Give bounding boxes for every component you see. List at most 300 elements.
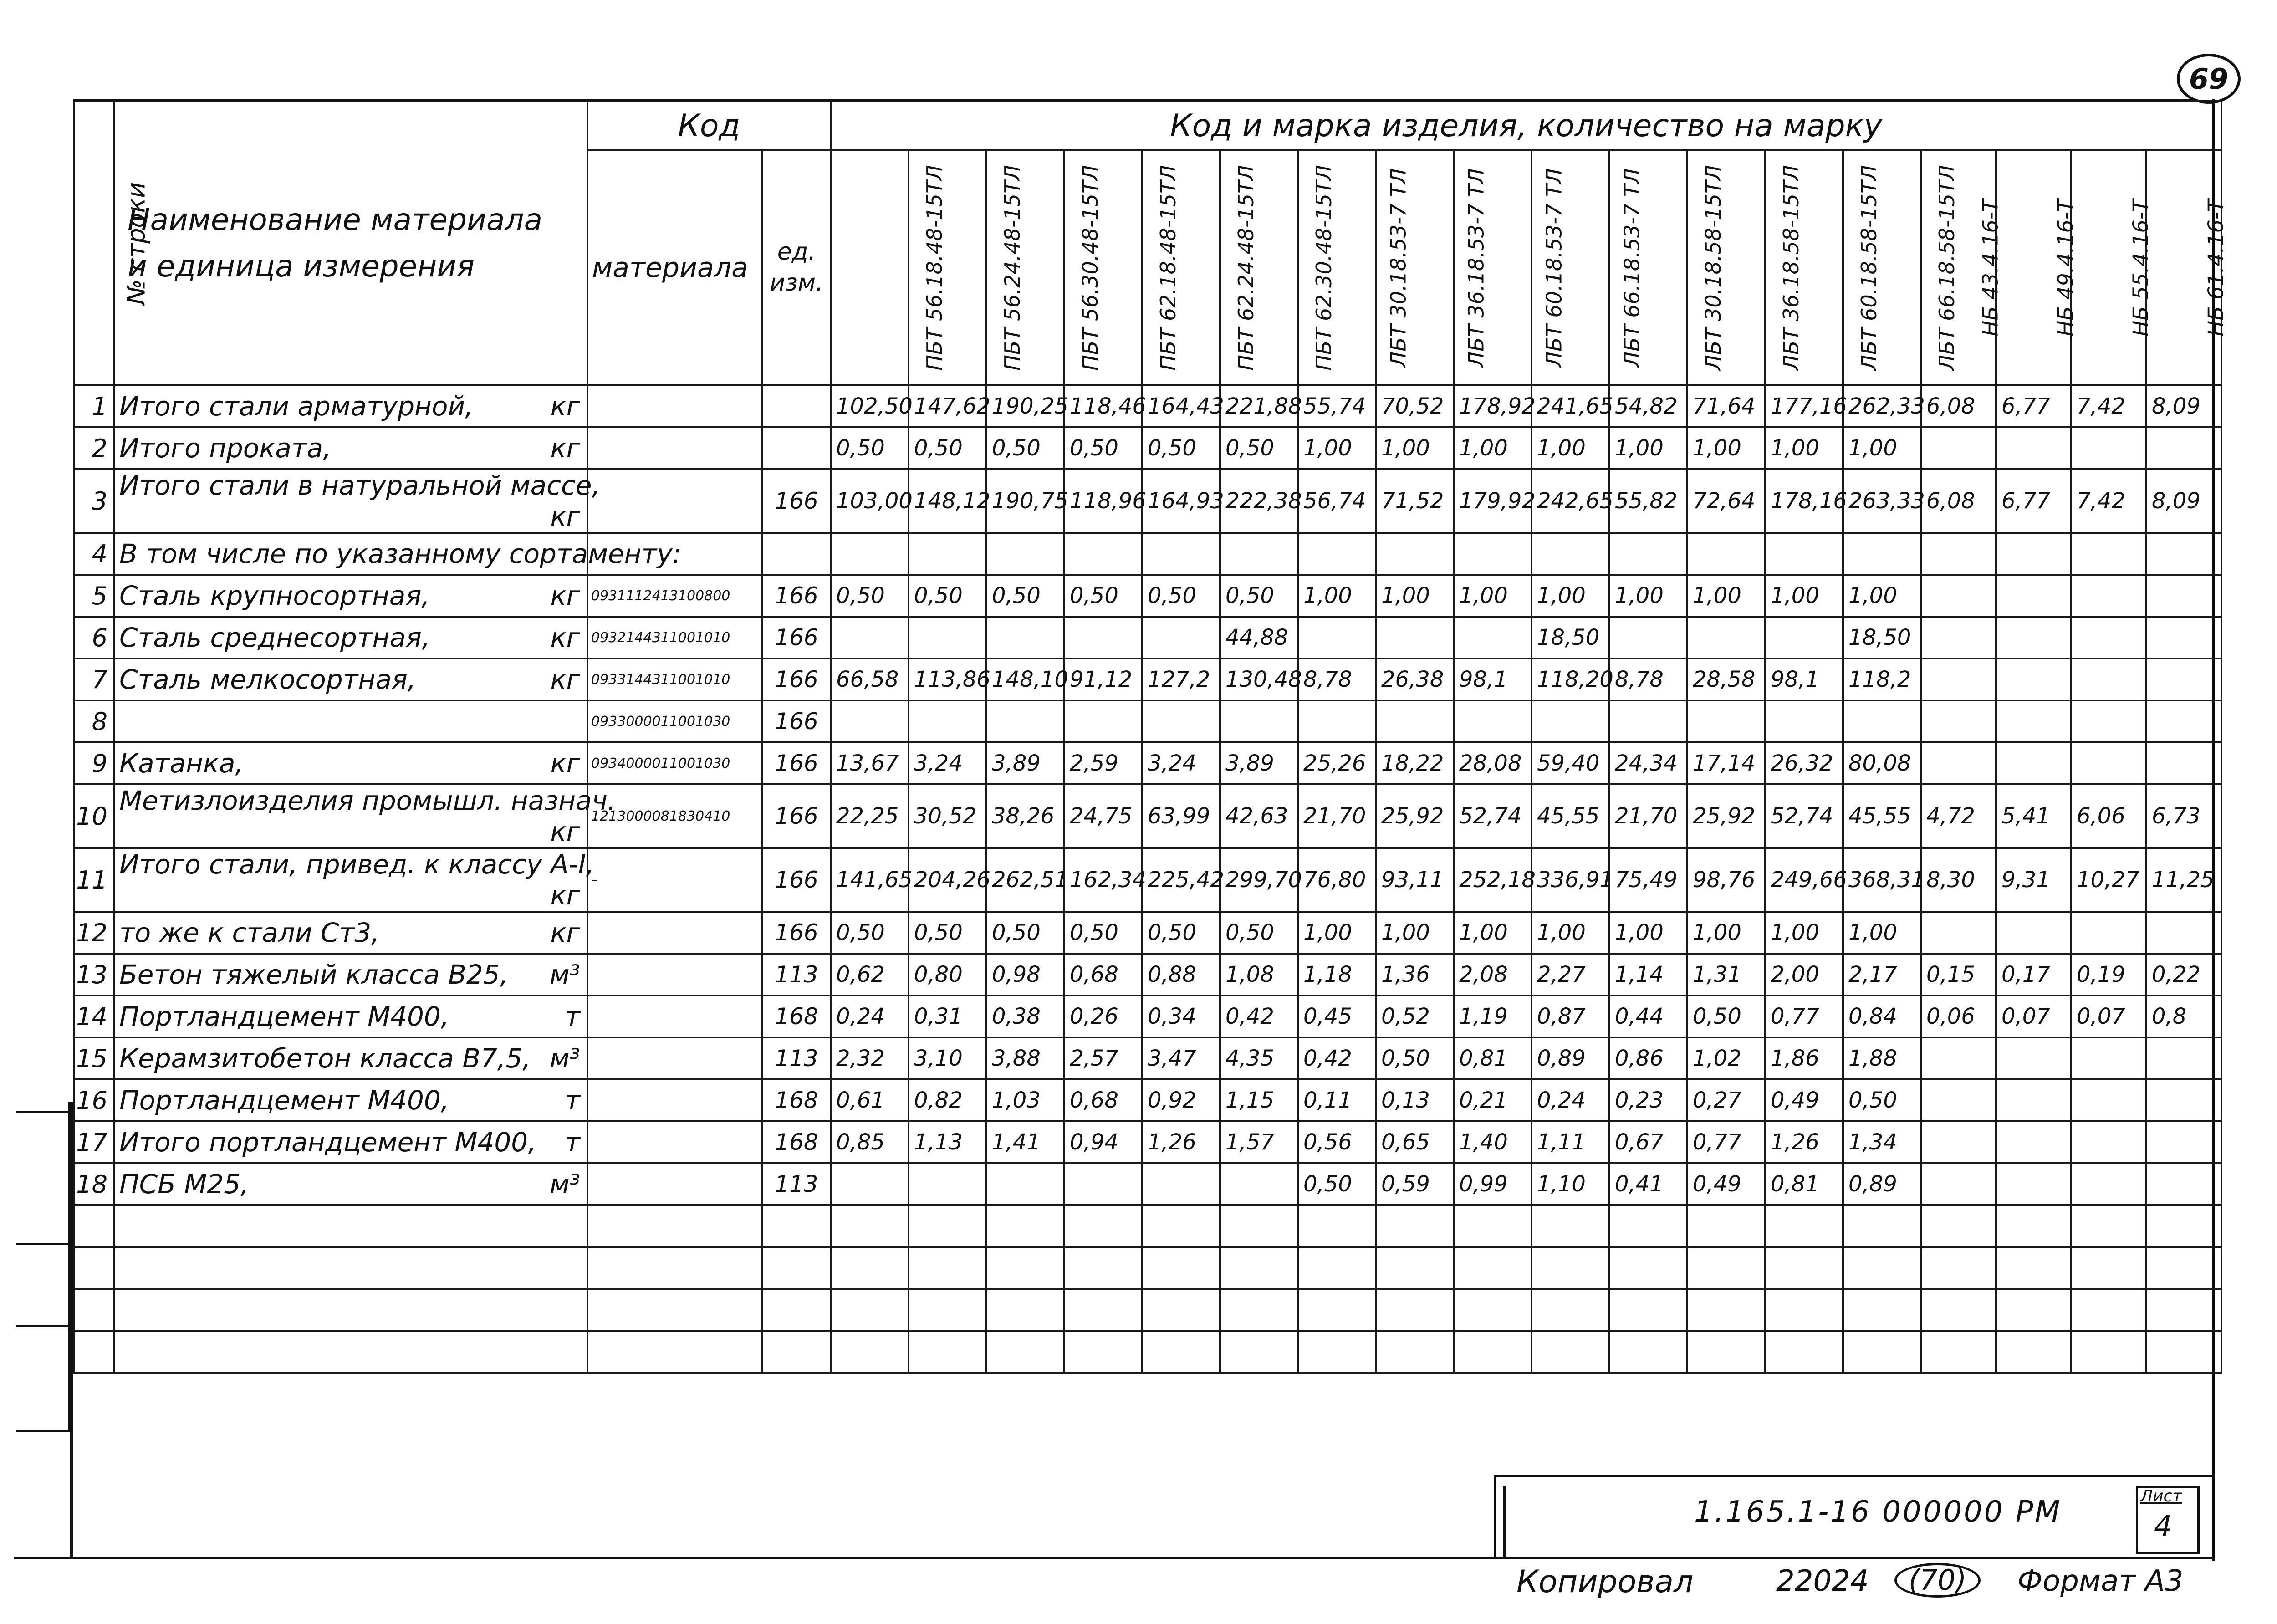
row-number: 8 [74, 700, 114, 742]
material-unit: т [565, 1001, 580, 1032]
material-code [587, 1079, 762, 1121]
empty-cell [1220, 1247, 1298, 1289]
quantity-cell: 0,06 [1921, 996, 1996, 1037]
quantity-cell: 1,00 [1609, 427, 1687, 469]
material-code [587, 1037, 762, 1079]
quantity-cell: 0,50 [1142, 575, 1220, 617]
material-name: Бетон тяжелый класса В25, [119, 959, 509, 990]
material-code [587, 385, 762, 427]
quantity-cell: 0,50 [1064, 427, 1142, 469]
quantity-cell: 52,74 [1454, 784, 1532, 848]
quantity-cell: 179,92 [1454, 469, 1532, 533]
empty-cell [831, 1331, 909, 1373]
unit-code: 166 [762, 848, 831, 912]
quantity-cell: 1,11 [1532, 1121, 1609, 1163]
empty-cell [114, 1331, 587, 1373]
material-name-cell [114, 848, 594, 912]
material-name-cell [114, 659, 587, 700]
material-code: 0932144311001010 [587, 617, 762, 659]
quantity-cell [986, 700, 1064, 742]
quantity-cell [2071, 617, 2146, 659]
quantity-cell: 55,82 [1609, 469, 1687, 533]
quantity-cell [1921, 1121, 1996, 1163]
quantity-cell [1843, 700, 1921, 742]
quantity-cell: 98,1 [1454, 659, 1532, 700]
empty-cell [587, 1247, 762, 1289]
copy-number: 22024 [1776, 1564, 1869, 1598]
empty-cell [986, 1247, 1064, 1289]
quantity-cell: 0,89 [1843, 1163, 1921, 1205]
material-code: 1213000081830410 [587, 784, 762, 848]
quantity-cell: 118,46 [1064, 385, 1142, 427]
unit-code: 166 [762, 742, 831, 784]
quantity-cell [1765, 617, 1843, 659]
material-name-cell [114, 533, 682, 575]
empty-cell [1687, 1331, 1765, 1373]
quantity-cell: 190,75 [986, 469, 1064, 533]
empty-cell [1921, 1331, 1996, 1373]
quantity-cell: 63,99 [1142, 784, 1220, 848]
quantity-cell: 2,08 [1454, 954, 1532, 996]
empty-cell [114, 1205, 587, 1247]
quantity-cell: 0,50 [1064, 575, 1142, 617]
empty-cell [74, 1247, 114, 1289]
quantity-cell [1687, 617, 1765, 659]
material-code: 0933144311001010 [587, 659, 762, 700]
quantity-cell: 4,35 [1220, 1037, 1298, 1079]
quantity-cell: 103,00 [831, 469, 909, 533]
quantity-cell: 0,80 [909, 954, 986, 996]
empty-cell [2146, 1289, 2221, 1331]
quantity-cell [1142, 700, 1220, 742]
quantity-cell: 225,42 [1142, 848, 1220, 912]
empty-cell [1843, 1247, 1921, 1289]
quantity-cell: 1,34 [1843, 1121, 1921, 1163]
empty-cell [1532, 1289, 1609, 1331]
quantity-cell: 25,26 [1298, 742, 1376, 784]
quantity-cell [1921, 533, 1996, 575]
header-mark-label: НБ 49.4.16-Т [2053, 199, 2078, 337]
quantity-cell: 3,24 [1142, 742, 1220, 784]
quantity-cell [1298, 617, 1376, 659]
quantity-cell: 11,25 [2146, 848, 2221, 912]
quantity-cell: 336,91 [1532, 848, 1609, 912]
table-row [74, 469, 2221, 533]
unit-code: 168 [762, 996, 831, 1037]
quantity-cell [1765, 533, 1843, 575]
quantity-cell: 21,70 [1298, 784, 1376, 848]
empty-cell [1064, 1247, 1142, 1289]
quantity-cell: 1,00 [1454, 912, 1532, 954]
quantity-cell [1376, 533, 1454, 575]
unit-code: 166 [762, 469, 831, 533]
quantity-cell: 0,67 [1609, 1121, 1687, 1163]
header-material-code: материала [587, 150, 762, 385]
header-mark [831, 150, 947, 385]
empty-cell [1843, 1289, 1921, 1331]
material-unit: кг [550, 748, 580, 779]
quantity-cell [831, 617, 909, 659]
quantity-cell: 1,00 [1687, 575, 1765, 617]
empty-cell [1609, 1205, 1687, 1247]
quantity-cell: 1,88 [1843, 1037, 1921, 1079]
table-row [74, 1163, 2221, 1205]
quantity-cell [2146, 1121, 2221, 1163]
unit-code: 166 [762, 575, 831, 617]
quantity-cell [2071, 1121, 2146, 1163]
quantity-cell: 0,94 [1064, 1121, 1142, 1163]
header-mark [986, 150, 1103, 385]
quantity-cell: 0,42 [1298, 1037, 1376, 1079]
quantity-cell [2071, 912, 2146, 954]
quantity-cell [1996, 912, 2071, 954]
quantity-cell [1765, 700, 1843, 742]
quantity-cell: 9,31 [1996, 848, 2071, 912]
empty-cell [1609, 1289, 1687, 1331]
empty-cell [2071, 1289, 2146, 1331]
binding-tick [16, 1430, 73, 1432]
table-row [74, 848, 2221, 912]
quantity-cell: 2,00 [1765, 954, 1843, 996]
material-name: Сталь среднесортная, [119, 622, 430, 653]
header-mark-label: ЛБТ 30.18.58-15ТЛ [1700, 165, 1726, 371]
quantity-cell: 1,15 [1220, 1079, 1298, 1121]
quantity-cell: 3,24 [909, 742, 986, 784]
quantity-cell: 1,00 [1298, 912, 1376, 954]
material-unit: м³ [549, 1169, 580, 1200]
quantity-cell: 3,10 [909, 1037, 986, 1079]
table-row [74, 533, 2221, 575]
empty-cell [587, 1331, 762, 1373]
empty-cell [909, 1331, 986, 1373]
quantity-cell [831, 700, 909, 742]
empty-cell [1376, 1289, 1454, 1331]
material-unit: м³ [549, 1043, 580, 1074]
quantity-cell: 1,00 [1376, 575, 1454, 617]
quantity-cell [2146, 1037, 2221, 1079]
unit-code: 113 [762, 1037, 831, 1079]
quantity-cell: 75,49 [1609, 848, 1687, 912]
material-name: Сталь мелкосортная, [119, 664, 416, 695]
quantity-cell [1921, 1163, 1996, 1205]
quantity-cell: 299,70 [1220, 848, 1298, 912]
quantity-cell [1996, 1121, 2071, 1163]
quantity-cell [2071, 575, 2146, 617]
empty-cell [986, 1205, 1064, 1247]
empty-cell [1298, 1289, 1376, 1331]
table-row [74, 575, 2221, 617]
quantity-cell: 148,12 [909, 469, 986, 533]
quantity-cell [2071, 1163, 2146, 1205]
material-name: Катанка, [119, 748, 244, 779]
quantity-cell: 1,18 [1298, 954, 1376, 996]
quantity-cell: 7,42 [2071, 469, 2146, 533]
quantity-cell [986, 533, 1064, 575]
quantity-cell [2146, 427, 2221, 469]
empty-row [74, 1205, 2221, 1247]
quantity-cell: 38,26 [986, 784, 1064, 848]
empty-cell [1298, 1205, 1376, 1247]
quantity-cell [1921, 617, 1996, 659]
quantity-cell: 1,08 [1220, 954, 1298, 996]
quantity-cell: 0,99 [1454, 1163, 1532, 1205]
quantity-cell: 3,88 [986, 1037, 1064, 1079]
header-mark-label: ПБТ 56.30.48-15ТЛ [1077, 165, 1103, 371]
quantity-cell: 0,65 [1376, 1121, 1454, 1163]
empty-cell [1454, 1205, 1532, 1247]
material-name: В том числе по указанному сортаменту: [119, 538, 682, 569]
quantity-cell: 6,77 [1996, 385, 2071, 427]
quantity-cell [1996, 659, 2071, 700]
quantity-cell [2146, 700, 2221, 742]
quantity-cell: 0,50 [1064, 912, 1142, 954]
table-row [74, 385, 2221, 427]
quantity-cell: 70,52 [1376, 385, 1454, 427]
quantity-cell: 30,52 [909, 784, 986, 848]
material-name-cell [114, 469, 601, 533]
row-number: 9 [74, 742, 114, 784]
quantity-cell [1921, 659, 1996, 700]
quantity-cell: 190,25 [986, 385, 1064, 427]
copied-by-label: Копировал [1516, 1564, 1694, 1600]
table-row [74, 912, 2221, 954]
quantity-cell: 42,63 [1220, 784, 1298, 848]
empty-cell [114, 1247, 587, 1289]
quantity-cell [1454, 533, 1532, 575]
header-mark-label: ЛБТ 36.18.58-15ТЛ [1778, 165, 1803, 371]
empty-cell [1142, 1205, 1220, 1247]
unit-code [762, 427, 831, 469]
empty-cell [909, 1205, 986, 1247]
quantity-cell [1532, 533, 1609, 575]
quantity-cell: 0,07 [2071, 996, 2146, 1037]
quantity-cell: 10,27 [2071, 848, 2146, 912]
quantity-cell: 91,12 [1064, 659, 1142, 700]
empty-row [74, 1247, 2221, 1289]
quantity-cell: 1,26 [1765, 1121, 1843, 1163]
empty-cell [1064, 1331, 1142, 1373]
quantity-cell: 0,61 [831, 1079, 909, 1121]
header-mark-label: ПБТ 62.24.48-15ТЛ [1233, 165, 1258, 371]
empty-cell [1454, 1247, 1532, 1289]
empty-cell [74, 1205, 114, 1247]
title-block-divider [1503, 1486, 1506, 1557]
row-number: 10 [74, 784, 114, 848]
quantity-cell: 0,26 [1064, 996, 1142, 1037]
empty-cell [1843, 1331, 1921, 1373]
header-row-number: № строки [74, 101, 114, 385]
header-mark-label: ПБТ 62.18.48-15ТЛ [1155, 165, 1180, 371]
quantity-cell: 0,45 [1298, 996, 1376, 1037]
table-row [74, 1079, 2221, 1121]
quantity-cell: 26,38 [1376, 659, 1454, 700]
quantity-cell: 0,50 [909, 427, 986, 469]
quantity-cell: 0,24 [1532, 1079, 1609, 1121]
quantity-cell: 0,84 [1843, 996, 1921, 1037]
quantity-cell: 241,65 [1532, 385, 1609, 427]
quantity-cell [1921, 1079, 1996, 1121]
material-name: Керамзитобетон класса В7,5, [119, 1043, 531, 1074]
quantity-cell: 76,80 [1298, 848, 1376, 912]
quantity-cell: 0,50 [1142, 912, 1220, 954]
quantity-cell: 71,64 [1687, 385, 1765, 427]
quantity-cell [1996, 617, 2071, 659]
quantity-cell: 5,41 [1996, 784, 2071, 848]
quantity-cell: 0,50 [1843, 1079, 1921, 1121]
empty-cell [1454, 1289, 1532, 1331]
empty-cell [1220, 1331, 1298, 1373]
quantity-cell [909, 1163, 986, 1205]
quantity-cell: 1,00 [1298, 427, 1376, 469]
quantity-cell: 1,00 [1765, 912, 1843, 954]
empty-cell [1064, 1205, 1142, 1247]
quantity-cell: 102,50 [831, 385, 909, 427]
quantity-cell: 1,02 [1687, 1037, 1765, 1079]
header-mark-label: ЛБТ 66.18.58-15ТЛ [1934, 165, 1959, 371]
material-name-cell [114, 912, 587, 954]
header-mark-label: ЛБТ 60.18.58-15ТЛ [1856, 165, 1881, 371]
quantity-cell: 0,50 [1142, 427, 1220, 469]
material-unit: кг [550, 391, 580, 422]
quantity-cell: 54,82 [1609, 385, 1687, 427]
empty-cell [1142, 1247, 1220, 1289]
quantity-cell: 0,50 [909, 575, 986, 617]
quantity-cell: 0,19 [2071, 954, 2146, 996]
binding-tick [16, 1325, 73, 1327]
quantity-cell: 0,50 [1687, 996, 1765, 1037]
empty-cell [1532, 1331, 1609, 1373]
empty-cell [1064, 1289, 1142, 1331]
quantity-cell [986, 1163, 1064, 1205]
quantity-cell: 0,88 [1142, 954, 1220, 996]
material-code: 0933000011001030 [587, 700, 762, 742]
empty-cell [831, 1247, 909, 1289]
quantity-cell: 1,00 [1843, 912, 1921, 954]
row-number: 15 [74, 1037, 114, 1079]
quantity-cell [831, 1163, 909, 1205]
quantity-cell [1921, 1037, 1996, 1079]
quantity-cell: 0,50 [1220, 575, 1298, 617]
quantity-cell: 0,77 [1765, 996, 1843, 1037]
quantity-cell [2071, 1079, 2146, 1121]
material-name-cell [114, 954, 587, 996]
quantity-cell: 0,34 [1142, 996, 1220, 1037]
quantity-cell: 263,33 [1843, 469, 1921, 533]
empty-cell [1996, 1331, 2071, 1373]
quantity-cell: 1,31 [1687, 954, 1765, 996]
quantity-cell [1843, 533, 1921, 575]
unit-code: 113 [762, 1163, 831, 1205]
header-mark-label: ЛБТ 36.18.53-7 ТЛ [1464, 168, 1489, 368]
unit-code [762, 533, 831, 575]
empty-cell [1298, 1247, 1376, 1289]
quantity-cell: 1,00 [1454, 427, 1532, 469]
quantity-cell: 0,86 [1609, 1037, 1687, 1079]
quantity-cell [1996, 1163, 2071, 1205]
empty-cell [831, 1205, 909, 1247]
quantity-cell [1996, 1037, 2071, 1079]
header-mark-label: НБ 55.4.16-Т [2128, 199, 2153, 337]
empty-cell [1765, 1205, 1843, 1247]
empty-cell [1454, 1331, 1532, 1373]
quantity-cell: 0,15 [1921, 954, 1996, 996]
quantity-cell [1142, 1163, 1220, 1205]
quantity-cell [1298, 533, 1376, 575]
unit-code: 113 [762, 954, 831, 996]
quantity-cell [1921, 700, 1996, 742]
quantity-cell: 0,13 [1376, 1079, 1454, 1121]
header-material-name: Наименование материала и единица измерения [114, 101, 587, 385]
quantity-cell: 0,49 [1687, 1163, 1765, 1205]
quantity-cell: 0,50 [986, 575, 1064, 617]
row-number: 18 [74, 1163, 114, 1205]
material-name-cell [114, 575, 587, 617]
material-name-cell [114, 1037, 587, 1079]
quantity-cell [909, 700, 986, 742]
empty-cell [986, 1331, 1064, 1373]
row-number: 3 [74, 469, 114, 533]
material-name-cell [114, 700, 587, 742]
quantity-cell: 0,56 [1298, 1121, 1376, 1163]
quantity-cell: 164,93 [1142, 469, 1220, 533]
material-unit: т [565, 1085, 580, 1116]
quantity-cell [1220, 1163, 1298, 1205]
quantity-cell: 45,55 [1532, 784, 1609, 848]
empty-cell [1843, 1205, 1921, 1247]
quantity-cell [2146, 742, 2221, 784]
quantity-cell: 52,74 [1765, 784, 1843, 848]
material-name-cell [114, 784, 616, 848]
quantity-cell: 3,47 [1142, 1037, 1220, 1079]
empty-cell [1765, 1247, 1843, 1289]
empty-cell [74, 1289, 114, 1331]
quantity-cell: 72,64 [1687, 469, 1765, 533]
empty-cell [1921, 1205, 1996, 1247]
quantity-cell [1142, 617, 1220, 659]
quantity-cell: 0,81 [1454, 1037, 1532, 1079]
quantity-cell [2071, 700, 2146, 742]
quantity-cell: 1,86 [1765, 1037, 1843, 1079]
row-number: 6 [74, 617, 114, 659]
quantity-cell [1921, 912, 1996, 954]
quantity-cell: 262,33 [1843, 385, 1921, 427]
quantity-cell: 3,89 [1220, 742, 1298, 784]
unit-code: 168 [762, 1079, 831, 1121]
quantity-cell: 177,16 [1765, 385, 1843, 427]
header-row-top [74, 101, 2221, 150]
empty-cell [1376, 1205, 1454, 1247]
quantity-cell: 1,41 [986, 1121, 1064, 1163]
quantity-cell: 0,8 [2146, 996, 2221, 1037]
quantity-cell: 6,08 [1921, 385, 1996, 427]
table-row [74, 1121, 2221, 1163]
quantity-cell: 21,70 [1609, 784, 1687, 848]
material-name: то же к стали Ст3, [119, 917, 380, 948]
quantity-cell: 2,17 [1843, 954, 1921, 996]
empty-cell [1142, 1331, 1220, 1373]
row-number: 4 [74, 533, 114, 575]
empty-cell [1609, 1331, 1687, 1373]
quantity-cell: 1,14 [1609, 954, 1687, 996]
quantity-cell: 0,50 [909, 912, 986, 954]
quantity-cell [2146, 533, 2221, 575]
row-number: 11 [74, 848, 114, 912]
material-name-cell [114, 617, 587, 659]
frame-bottom-border [14, 1557, 2215, 1559]
quantity-cell [1064, 533, 1142, 575]
quantity-cell: 0,98 [986, 954, 1064, 996]
quantity-cell: 26,32 [1765, 742, 1843, 784]
